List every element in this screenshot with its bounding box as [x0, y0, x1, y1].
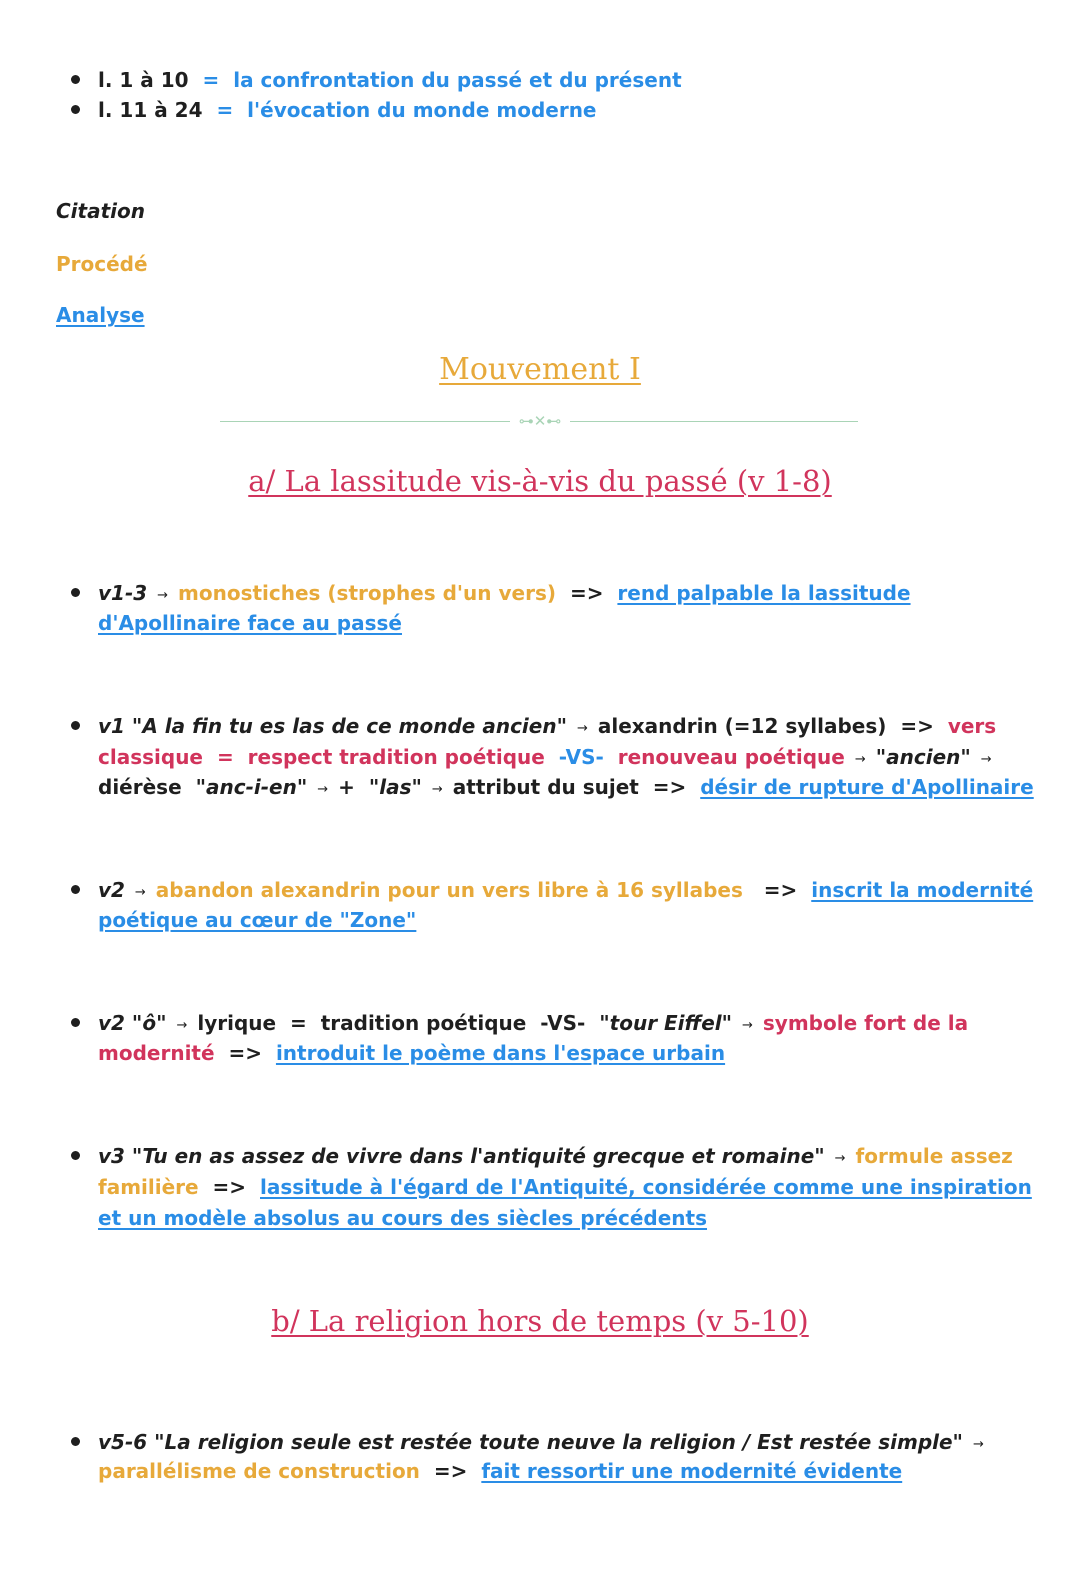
- highlight-text: renouveau poétique: [617, 745, 845, 769]
- legend-analyse: Analyse: [56, 303, 145, 327]
- bullet-a2-line1: [98, 711, 996, 744]
- bullet-a5-line1: [98, 1141, 1013, 1174]
- bullet-a4-line1: [98, 1008, 968, 1041]
- text-segment: attribut du sujet: [452, 775, 639, 799]
- procede-text: parallélisme de construction: [98, 1459, 420, 1483]
- bullet-b1-line2: [98, 1456, 902, 1486]
- bullet-a4-line2: [98, 1038, 725, 1068]
- bullet-a1-line1: [98, 578, 911, 611]
- analysis-text: fait ressortir une modernité évidente: [481, 1459, 903, 1483]
- procede-text: monostiches (strophes d'un vers): [178, 581, 557, 605]
- bullet-a2-line2: [98, 742, 995, 775]
- ornament-icon: ⊶✕⊷: [518, 412, 562, 430]
- implies-icon: =>: [900, 714, 934, 738]
- verse-ref: v2: [98, 878, 125, 902]
- implies-icon: =>: [433, 1459, 468, 1483]
- implies-icon: =>: [763, 878, 798, 902]
- citation-text: v5-6 "La religion seule est restée toute neuve la religion / Est restée simple": [98, 1430, 963, 1454]
- equals-sign: =: [216, 745, 234, 769]
- citation-text: "las": [368, 775, 422, 799]
- bullet-a3-line1: [98, 875, 1033, 908]
- analysis-text: inscrit la modernité: [811, 878, 1034, 902]
- citation-text: "anc-i-en": [195, 775, 308, 799]
- implies-icon: =>: [569, 581, 604, 605]
- arrow-icon: →: [157, 588, 169, 603]
- analysis-text: d'Apollinaire face au passé: [98, 611, 402, 635]
- outline-desc: l'évocation du monde moderne: [247, 98, 597, 122]
- arrow-icon: →: [980, 752, 992, 767]
- citation-text: v3 "Tu en as assez de vivre dans l'antiquité grecque et romaine": [98, 1144, 825, 1168]
- arrow-icon: →: [176, 1018, 188, 1033]
- procede-text: formule assez: [855, 1144, 1013, 1168]
- section-a-title: a/ La lassitude vis-à-vis du passé (v 1-8): [248, 464, 832, 498]
- highlight-text: classique: [98, 745, 203, 769]
- outline-eq: =: [202, 68, 220, 92]
- procede-text: familière: [98, 1175, 199, 1199]
- citation-text: v1 "A la fin tu es las de ce monde ancien": [98, 714, 568, 738]
- arrow-icon: →: [972, 1437, 984, 1452]
- analysis-text: poétique au cœur de "Zone": [98, 908, 417, 932]
- procede-text: abandon alexandrin pour un vers libre à 16 syllabes: [155, 878, 743, 902]
- arrow-icon: →: [317, 782, 329, 797]
- bullet-a5-line2: [98, 1172, 1032, 1202]
- analysis-text: introduit le poème dans l'espace urbain: [275, 1041, 726, 1065]
- arrow-icon: →: [576, 721, 588, 736]
- arrow-icon: →: [834, 1151, 846, 1166]
- arrow-icon: →: [742, 1018, 753, 1033]
- text-segment: alexandrin (=12 syllabes): [597, 714, 887, 738]
- section-b-title: b/ La religion hors de temps (v 5-10): [271, 1304, 809, 1338]
- bullet-a1-line2: [98, 608, 402, 638]
- outline-range: l. 1 à 10: [98, 68, 189, 92]
- implies-icon: =>: [212, 1175, 247, 1199]
- movement-title: Mouvement I: [439, 352, 641, 387]
- citation-text: "tour Eiffel": [599, 1011, 733, 1035]
- analysis-text: rend palpable la lassitude: [617, 581, 911, 605]
- legend-citation: Citation: [56, 199, 145, 223]
- equals-sign: =: [290, 1011, 307, 1035]
- legend-procede: Procédé: [56, 252, 148, 276]
- analysis-text: lassitude à l'égard de l'Antiquité, considérée comme une inspiration: [260, 1175, 1032, 1199]
- bullet-a3-line2: [98, 905, 416, 935]
- versus-label: -VS-: [558, 745, 604, 769]
- highlight-text: respect tradition poétique: [247, 745, 545, 769]
- arrow-icon: →: [854, 752, 866, 767]
- text-segment: tradition poétique: [320, 1011, 527, 1035]
- plus-sign: +: [338, 775, 355, 799]
- outline-range: l. 11 à 24: [98, 98, 203, 122]
- divider-line-right: [570, 421, 858, 422]
- outline-item-1: [98, 65, 682, 95]
- outline-item-2: [98, 95, 597, 125]
- text-segment: diérèse: [98, 775, 182, 799]
- highlight-text: symbole fort de la: [762, 1011, 969, 1035]
- citation-text: v2 "ô": [98, 1011, 167, 1035]
- arrow-icon: →: [431, 782, 443, 797]
- highlight-text: modernité: [98, 1041, 215, 1065]
- bullet-a5-line3: [98, 1203, 707, 1233]
- implies-icon: =>: [228, 1041, 262, 1065]
- implies-icon: =>: [652, 775, 687, 799]
- arrow-icon: →: [134, 885, 146, 900]
- versus-label: -VS-: [540, 1011, 586, 1035]
- bullet-a2-line3: [98, 772, 1034, 805]
- analysis-text: et un modèle absolus au cours des siècles précédents: [98, 1206, 708, 1230]
- outline-eq: =: [216, 98, 234, 122]
- outline-desc: la confrontation du passé et du présent: [233, 68, 682, 92]
- verse-ref: v1-3: [98, 581, 148, 605]
- text-segment: lyrique: [197, 1011, 277, 1035]
- highlight-text: vers: [947, 714, 997, 738]
- analysis-text: désir de rupture d'Apollinaire: [700, 775, 1034, 799]
- divider-line-left: [220, 421, 510, 422]
- citation-text: "ancien": [875, 745, 971, 769]
